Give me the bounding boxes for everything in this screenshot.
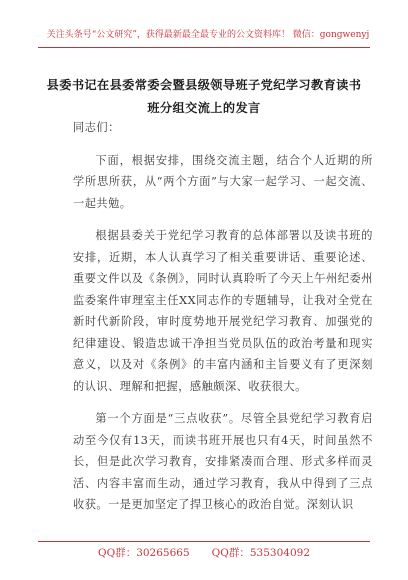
document-title-line-2: 班分组交流上的发言 (147, 101, 261, 115)
footer (0, 546, 408, 560)
header-promo-text: 关注头条号“公文研究”，获得最新最全最专业的公文资料库！ 微信：gongwenyj (46, 30, 370, 40)
document-body (73, 117, 373, 516)
header-divider (38, 47, 370, 48)
paragraph-harvest: 第一个方面是“三点收获”。尽管全县党纪学习教育启动至今仅有13天，而读书班开展也只有4天，时间虽然不长，但是此次学习教育，安排紧凑而合理、形式多样而灵活、内容丰富而生动，通过学习教育，我从中得到了三点收获。一是更加坚定了捍卫核心的政治自觉。深刻认识 (73, 412, 373, 511)
footer-divider (38, 541, 370, 542)
salutation: 同志们： (73, 121, 120, 134)
footer-qq-group-1: QQ群：30265665 (97, 547, 190, 559)
document-title (40, 74, 368, 120)
paragraph-background: 根据县委关于党纪学习教育的总体部署以及读书班的安排，近期，本人认真学习了相关重要讲话、重要论述、重要文件以及《条例》，同时认真聆听了今天上午州纪委州监委案件审理室主任XX同志作的专题辅导，让我对全党在新时代新阶段，审时度势地开展党纪学习教育、加强党的纪律建设、锻造忠诚干净担当党员队伍的政治考量和现实意义，以及对《条例》的丰富内涵和主旨要义有了更深刻的认识、理解和把握，感触颇深、收获很大。 (73, 229, 373, 393)
paragraph-intro: 下面，根据安排，围绕交流主题，结合个人近期的所学所思所获，从“两个方面”与大家一起学习、一起交流、一起共勉。 (73, 153, 373, 210)
document-title-line-1: 县委书记在县委常委会暨县级领导班子党纪学习教育读书 (46, 78, 362, 92)
footer-qq-group-2: QQ群：535304092 (211, 547, 310, 559)
header-banner (0, 0, 408, 58)
